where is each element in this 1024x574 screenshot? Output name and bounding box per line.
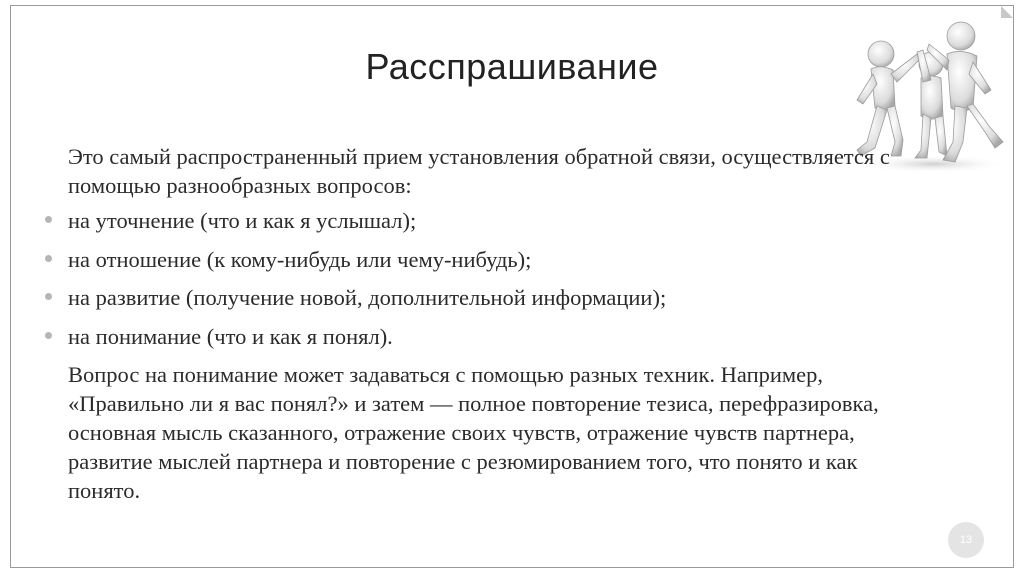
question-types-list	[68, 206, 928, 351]
slide	[10, 5, 1014, 568]
list-item	[68, 206, 928, 235]
bullet-dot-icon	[45, 332, 52, 339]
list-item-text: на уточнение (что и как я услышал);	[68, 208, 417, 233]
list-item	[68, 283, 928, 312]
left-figure-icon	[857, 41, 921, 156]
list-item	[68, 322, 928, 351]
list-item	[68, 245, 928, 274]
list-item-text: на развитие (получение новой, дополнительной информации);	[68, 285, 667, 310]
slide-title: Расспрашивание	[365, 46, 659, 87]
intro-paragraph: Это самый распространенный прием установления обратной связи, осуществляется с помощью разнообразных вопросов:	[68, 144, 890, 198]
bullet-dot-icon	[45, 255, 52, 262]
list-item-text: на понимание (что и как я понял).	[68, 323, 393, 349]
slide-body	[68, 142, 928, 505]
list-item-text: на отношение (к кому-нибудь или чему-нибудь);	[68, 246, 532, 272]
page-number-badge: 13	[948, 522, 984, 558]
bullet-dot-icon	[45, 293, 52, 300]
bullet-dot-icon	[45, 216, 52, 223]
closing-paragraph: Вопрос на понимание может задаваться с помощью разных техник. Например, «Правильно ли я вас понял?» и затем — полное повторение тезиса, перефразировка, основная мысль сказанного, отражение своих чувств, отражение чувств партнера, развитие мыслей партнера и повторение с резюмированием того, что понято и как понято.	[68, 362, 879, 503]
